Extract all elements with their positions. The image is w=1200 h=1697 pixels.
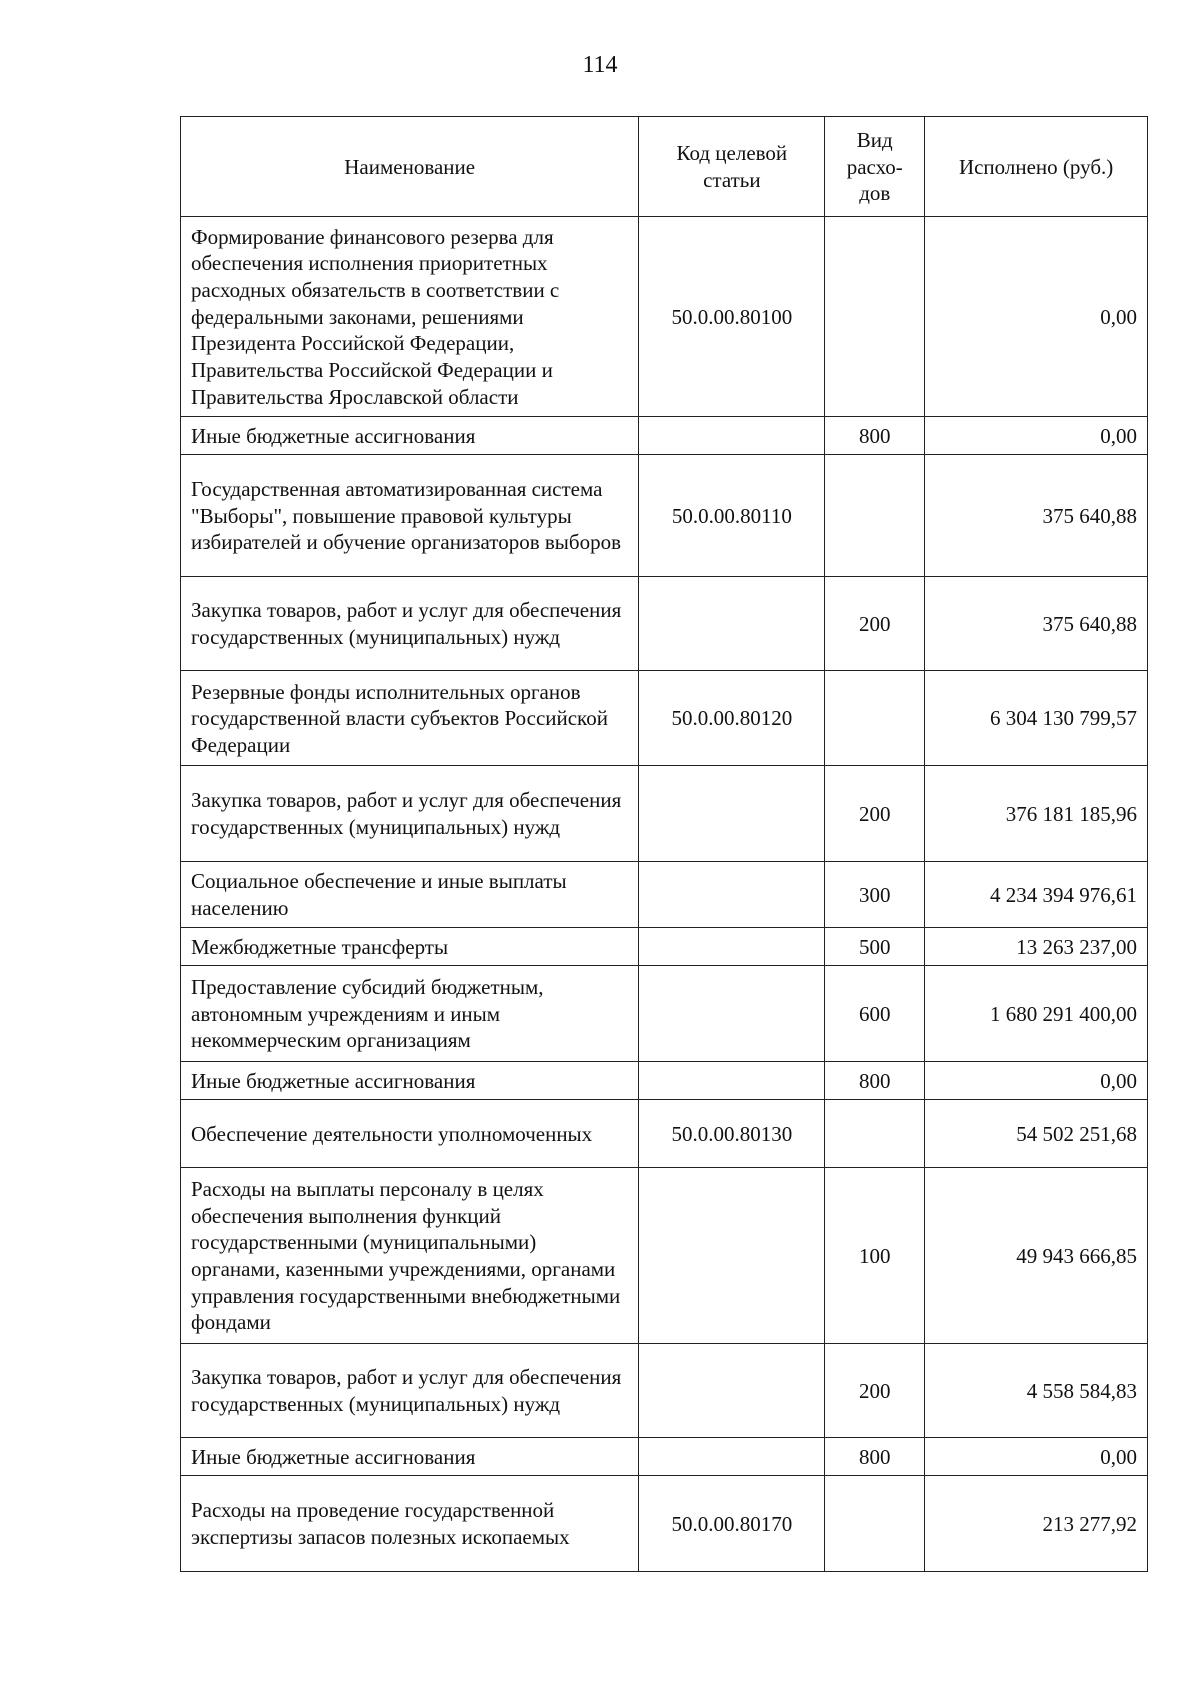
row-code: 50.0.00.80130 — [639, 1100, 825, 1168]
row-amount: 376 181 185,96 — [925, 766, 1148, 862]
row-name: Предоставление субсидий бюджетным, автономным учреждениям и иным некоммерческим организациям — [181, 966, 639, 1062]
row-name: Формирование финансового резерва для обеспечения исполнения приоритетных расходных обязательств в соответствии с федеральными законами, решениями Президента Российской Федерации, Правительства Российской Федерации и Правительства Ярославской области — [181, 217, 639, 417]
table-row — [181, 1100, 1148, 1168]
row-name: Государственная автоматизированная система "Выборы", повышение правовой культуры избирателей и обучение организаторов выборов — [181, 455, 639, 577]
budget-execution-table — [180, 116, 1148, 1572]
row-code — [639, 577, 825, 671]
row-amount: 6 304 130 799,57 — [925, 671, 1148, 766]
row-code — [639, 417, 825, 455]
row-amount: 375 640,88 — [925, 455, 1148, 577]
row-amount: 4 234 394 976,61 — [925, 862, 1148, 928]
header-name: Наименование — [181, 117, 639, 217]
row-kind: 300 — [825, 862, 925, 928]
row-amount: 1 680 291 400,00 — [925, 966, 1148, 1062]
row-kind: 100 — [825, 1168, 925, 1344]
page-number: 114 — [582, 52, 618, 78]
table-row — [181, 455, 1148, 577]
row-amount: 0,00 — [925, 1438, 1148, 1476]
row-name: Закупка товаров, работ и услуг для обеспечения государственных (муниципальных) нужд — [181, 577, 639, 671]
table-row — [181, 671, 1148, 766]
row-name: Иные бюджетные ассигнования — [181, 1062, 639, 1100]
row-kind: 800 — [825, 417, 925, 455]
row-kind: 800 — [825, 1438, 925, 1476]
row-kind: 200 — [825, 577, 925, 671]
row-amount: 375 640,88 — [925, 577, 1148, 671]
row-name: Расходы на проведение государственной экспертизы запасов полезных ископаемых — [181, 1476, 639, 1572]
row-code — [639, 966, 825, 1062]
row-amount: 49 943 666,85 — [925, 1168, 1148, 1344]
header-row — [181, 117, 1148, 217]
row-code — [639, 766, 825, 862]
row-name: Расходы на выплаты персоналу в целях обеспечения выполнения функций государственными (муниципальными) органами, казенными учреждениями, органами управления государственными внебюджетными фондами — [181, 1168, 639, 1344]
table-row — [181, 928, 1148, 966]
row-name: Иные бюджетные ассигнования — [181, 417, 639, 455]
header-amount: Исполнено (руб.) — [925, 117, 1148, 217]
row-kind — [825, 455, 925, 577]
row-code — [639, 928, 825, 966]
row-code: 50.0.00.80100 — [639, 217, 825, 417]
row-name: Социальное обеспечение и иные выплаты населению — [181, 862, 639, 928]
row-code — [639, 1062, 825, 1100]
row-name: Иные бюджетные ассигнования — [181, 1438, 639, 1476]
row-code: 50.0.00.80120 — [639, 671, 825, 766]
row-amount: 213 277,92 — [925, 1476, 1148, 1572]
row-amount: 0,00 — [925, 417, 1148, 455]
table-row — [181, 577, 1148, 671]
row-code: 50.0.00.80170 — [639, 1476, 825, 1572]
row-code: 50.0.00.80110 — [639, 455, 825, 577]
row-amount: 54 502 251,68 — [925, 1100, 1148, 1168]
row-kind: 800 — [825, 1062, 925, 1100]
row-name: Закупка товаров, работ и услуг для обеспечения государственных (муниципальных) нужд — [181, 1344, 639, 1438]
row-name: Межбюджетные трансферты — [181, 928, 639, 966]
row-code — [639, 1438, 825, 1476]
row-amount: 0,00 — [925, 1062, 1148, 1100]
row-kind: 200 — [825, 766, 925, 862]
table-row — [181, 1062, 1148, 1100]
row-kind — [825, 217, 925, 417]
row-kind: 600 — [825, 966, 925, 1062]
table-row — [181, 417, 1148, 455]
table-row — [181, 1168, 1148, 1344]
table-header — [181, 117, 1148, 217]
row-kind — [825, 1100, 925, 1168]
row-amount: 13 263 237,00 — [925, 928, 1148, 966]
row-kind — [825, 671, 925, 766]
row-kind: 200 — [825, 1344, 925, 1438]
table-row — [181, 1476, 1148, 1572]
row-amount: 0,00 — [925, 217, 1148, 417]
row-kind: 500 — [825, 928, 925, 966]
row-amount: 4 558 584,83 — [925, 1344, 1148, 1438]
table-row — [181, 217, 1148, 417]
header-code: Код целевой статьи — [639, 117, 825, 217]
header-kind: Вид расхо-дов — [825, 117, 925, 217]
row-code — [639, 1344, 825, 1438]
row-kind — [825, 1476, 925, 1572]
table-row — [181, 966, 1148, 1062]
row-name: Закупка товаров, работ и услуг для обеспечения государственных (муниципальных) нужд — [181, 766, 639, 862]
table-row — [181, 1344, 1148, 1438]
row-code — [639, 862, 825, 928]
table-row — [181, 1438, 1148, 1476]
row-name: Резервные фонды исполнительных органов государственной власти субъектов Российской Федерации — [181, 671, 639, 766]
row-name: Обеспечение деятельности уполномоченных — [181, 1100, 639, 1168]
table-body — [181, 217, 1148, 1572]
table-row — [181, 766, 1148, 862]
table-row — [181, 862, 1148, 928]
row-code — [639, 1168, 825, 1344]
